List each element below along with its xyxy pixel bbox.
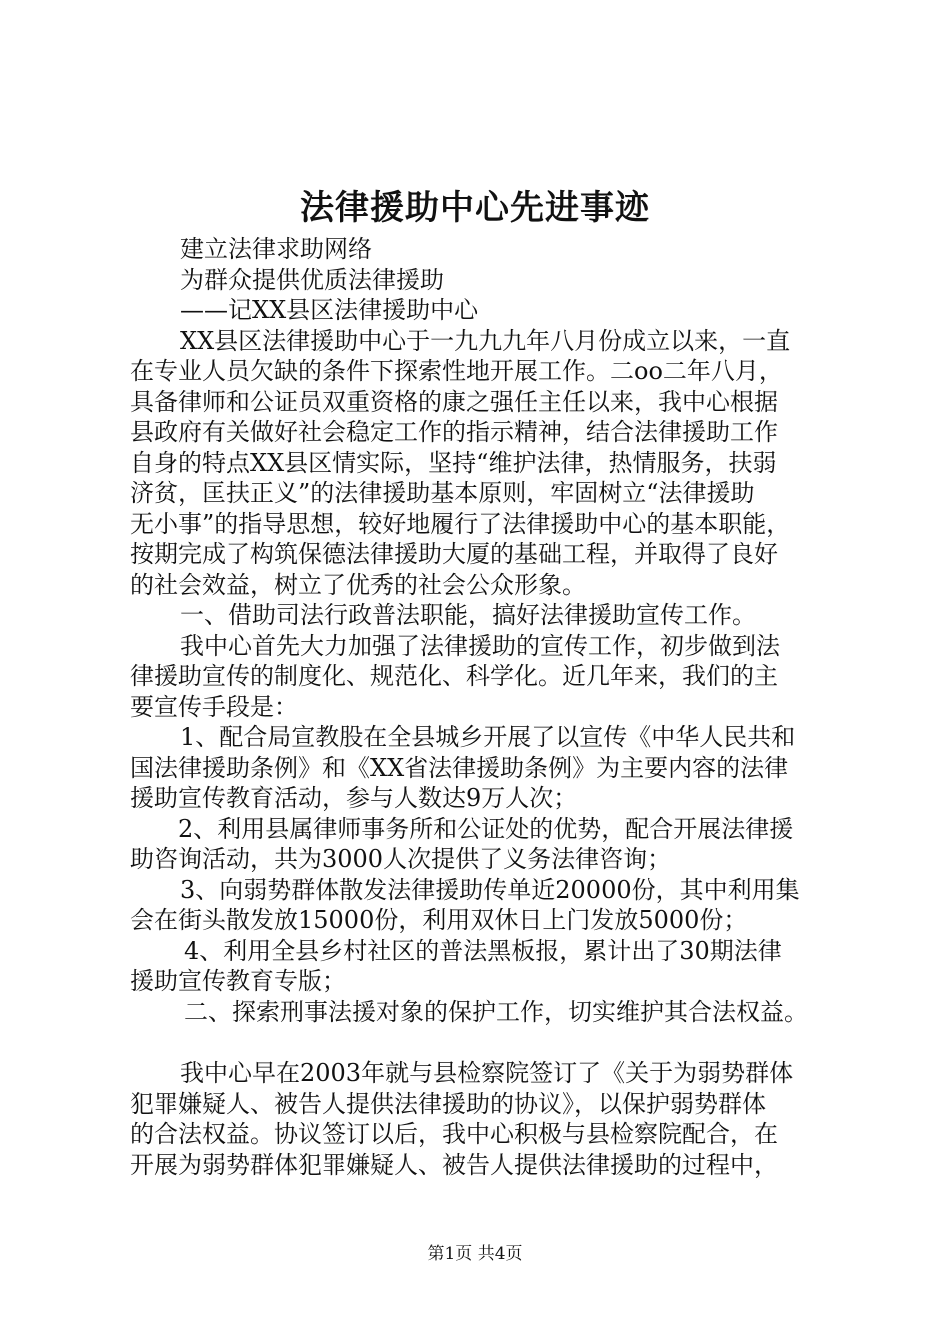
paragraph-line: 开展为弱势群体犯罪嫌疑人、被告人提供法律援助的过程中，: [130, 1150, 778, 1179]
paragraph-gap: [130, 1027, 850, 1058]
list-item-line: 3、向弱势群体散发法律援助传单近20000份，其中利用集: [180, 875, 800, 904]
paragraph-line: 要宣传手段是：: [130, 692, 298, 721]
list-item-line: 国法律援助条例》和《XX省法律援助条例》为主要内容的法律: [130, 753, 789, 782]
paragraph-line: XX县区法律援助中心于一九九九年八月份成立以来，一直: [180, 326, 791, 355]
section-heading: 二、探索刑事法援对象的保护工作，切实维护其合法权益。: [184, 997, 808, 1026]
page-number-footer: 第1页 共4页: [427, 1244, 523, 1264]
paragraph-line: 济贫，匡扶正义”的法律援助基本原则，牢固树立“法律援助: [130, 479, 755, 507]
list-item-line: 1、配合局宣教股在全县城乡开展了以宣传《中华人民共和: [180, 723, 796, 751]
paragraph-line: 的合法权益。协议签订以后，我中心积极与县检察院配合，在: [130, 1120, 778, 1148]
list-item-line: 4、利用全县乡村社区的普法黑板报，累计出了30期法律: [184, 936, 782, 965]
paragraph-line: 在专业人员欠缺的条件下探索性地开展工作。二oo二年八月，: [130, 357, 783, 385]
subtitle-line: 建立法律求助网络: [180, 235, 372, 263]
paragraph-line: 县政府有关做好社会稳定工作的指示精神，结合法律援助工作: [130, 418, 778, 446]
list-item-line: 2、利用县属律师事务所和公证处的优势，配合开展法律援: [178, 814, 794, 843]
document-title: 法律援助中心先进事迹: [300, 188, 650, 228]
paragraph-line: 无小事”的指导思想，较好地履行了法律援助中心的基本职能，: [130, 509, 791, 538]
section-heading: 一、借助司法行政普法职能，搞好法律援助宣传工作。: [180, 601, 756, 629]
list-item-line: 援助宣传教育专版；: [130, 967, 346, 995]
paragraph-line: 的社会效益，树立了优秀的社会公众形象。: [130, 570, 586, 599]
document-body: [130, 234, 850, 1180]
list-item-line: 助咨询活动，共为3000人次提供了义务法律咨询；: [130, 845, 672, 873]
list-item-line: 援助宣传教育活动，参与人数达9万人次；: [130, 784, 578, 812]
paragraph-line: 自身的特点XX县区情实际，坚持“维护法律，热情服务，扶弱: [130, 448, 777, 477]
paragraph-line: 具备律师和公证员双重资格的康之强任主任以来，我中心根据: [130, 387, 778, 416]
paragraph-line: 按期完成了构筑保德法律援助大厦的基础工程，并取得了良好: [130, 540, 778, 568]
paragraph-line: 我中心首先大力加强了法律援助的宣传工作，初步做到法: [180, 631, 780, 660]
subtitle-line: ——记XX县区法律援助中心: [180, 296, 479, 324]
paragraph-line: 律援助宣传的制度化、规范化、科学化。近几年来，我们的主: [130, 662, 778, 690]
paragraph-line: 犯罪嫌疑人、被告人提供法律援助的协议》，以保护弱势群体: [130, 1089, 766, 1118]
paragraph-line: 我中心早在2003年就与县检察院签订了《关于为弱势群体: [180, 1059, 794, 1087]
subtitle-line: 为群众提供优质法律援助: [180, 265, 444, 294]
list-item-line: 会在街头散发放15000份，利用双休日上门发放5000份；: [130, 906, 748, 934]
